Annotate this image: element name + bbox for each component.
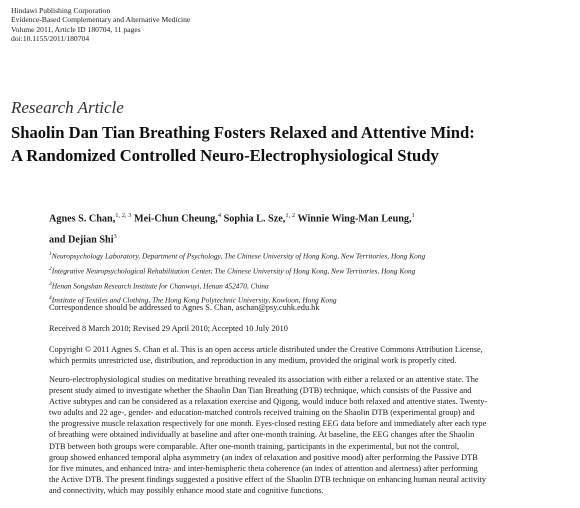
title-line: A Randomized Controlled Neuro-Electrophysiological Study [11, 146, 439, 165]
publisher-line: Hindawi Publishing Corporation [11, 6, 111, 15]
affiliation-list [49, 248, 425, 307]
journal-header [11, 6, 190, 44]
author-affil-sup: 1, 2 [285, 212, 296, 219]
author-name: Winnie Wing-Man Leung, [297, 213, 412, 225]
abstract-line: Active subtypes and can be considered as a relaxation exercise and Qigong, would induce both relaxed and attentive states. Twenty- [49, 397, 488, 407]
author-affil-sup: 1, 2, 3 [115, 212, 132, 219]
abstract-line: Neuro-electrophysiological studies on meditative breathing revealed its association with either a relaxed or an attentive state. The [49, 375, 479, 384]
affil-text: Henan Songshan Research Institute for Chanwuyi, Henan 452470, China [51, 281, 269, 290]
dates-line: Received 8 March 2010; Revised 29 April 2010; Accepted 10 July 2010 [49, 324, 288, 333]
copyright-line: Copyright © 2011 Agnes S. Chan et al. This is an open access article distributed under the Creative Commons Attribution License, [49, 345, 483, 354]
author-name: Sophia L. Sze, [223, 213, 286, 225]
abstract-line: and connectivity, which may possibly enhance mood state and cognitive functions. [49, 485, 324, 495]
journal-name: Evidence-Based Complementary and Alternative Medicine [11, 15, 191, 25]
affiliation-item [49, 263, 425, 278]
title-line: Shaolin Dan Tian Breathing Fosters Relaxed and Attentive Mind: [11, 123, 475, 142]
author-name: Agnes S. Chan, [49, 213, 116, 225]
correspondence-line: Correspondence should be addressed to Agnes S. Chan, aschan@psy.cuhk.edu.hk [49, 303, 320, 312]
affil-text: Integrative Neuropsychological Rehabilitation Center, The Chinese University of Hong Kong, New Territories, Hong Kong [51, 266, 416, 276]
article-type: Research Article [11, 98, 124, 117]
abstract-line: two adults and 22 age-, gender- and education-matched controls received training on the Shaolin DTB (experimental group) and [49, 408, 475, 418]
author-list [49, 207, 569, 250]
affil-number: 4 [49, 295, 52, 302]
author-affil-sup: 1 [411, 212, 415, 219]
abstract-line: for five minutes, and enhanced intra- and inter-hemispheric theta coherence (an index of attention and alertness) after performing [49, 463, 478, 473]
abstract [49, 374, 571, 496]
abstract-line: of breathing were obtained individually at baseline and after one-month training. At baseline, the EEG changes after the Shaolin [49, 430, 475, 440]
affil-number: 1 [49, 251, 52, 257]
doi-line: doi:10.1155/2011/180704 [11, 34, 90, 44]
volume-line: Volume 2011, Article ID 180704, 11 pages [11, 24, 141, 34]
copyright-notice [49, 344, 569, 366]
abstract-line: group showed enhanced temporal alpha asymmetry (an index of relaxation and positive mood) after performing the Passive DTB [49, 452, 478, 462]
affil-text: Neuropsychology Laboratory, Department of Psychology, The Chinese University of Hong Kong, New Territories, Hong Kong [51, 251, 426, 261]
affil-number: 3 [49, 280, 52, 287]
affil-text: Institute of Textiles and Clothing, The Hong Kong Polytechnic University, Kowloon, Hong Kong [51, 295, 337, 305]
affil-number: 2 [49, 265, 52, 272]
abstract-line: the Active DTB. The present findings suggested a positive effect of the Shaolin DTB technique on enhancing human neural activity [49, 474, 487, 484]
author-name: and Dejian Shi [49, 234, 114, 246]
author-affil-sup: 4 [217, 212, 222, 219]
affiliation-item [49, 278, 425, 293]
affiliation-item [49, 248, 425, 263]
author-affil-sup: 3 [113, 233, 117, 241]
abstract-line: DTB between both groups were comparable. After one-month training, participants in the experimental, but not the control, [49, 441, 460, 451]
paper-title [11, 121, 571, 167]
abstract-line: present study aimed to investigate whether the Shaolin Dan Tian Breathing (DTB) technique, which consists of the Passive and [49, 386, 472, 396]
copyright-line: which permits unrestricted use, distribution, and reproduction in any medium, provided the original work is properly cited. [49, 356, 457, 366]
abstract-line: the progressive muscle relaxation respectively for one month. Eyes-closed resting EEG data before and immediately after each type [49, 419, 487, 429]
author-name: Mei-Chun Cheung, [134, 213, 218, 225]
